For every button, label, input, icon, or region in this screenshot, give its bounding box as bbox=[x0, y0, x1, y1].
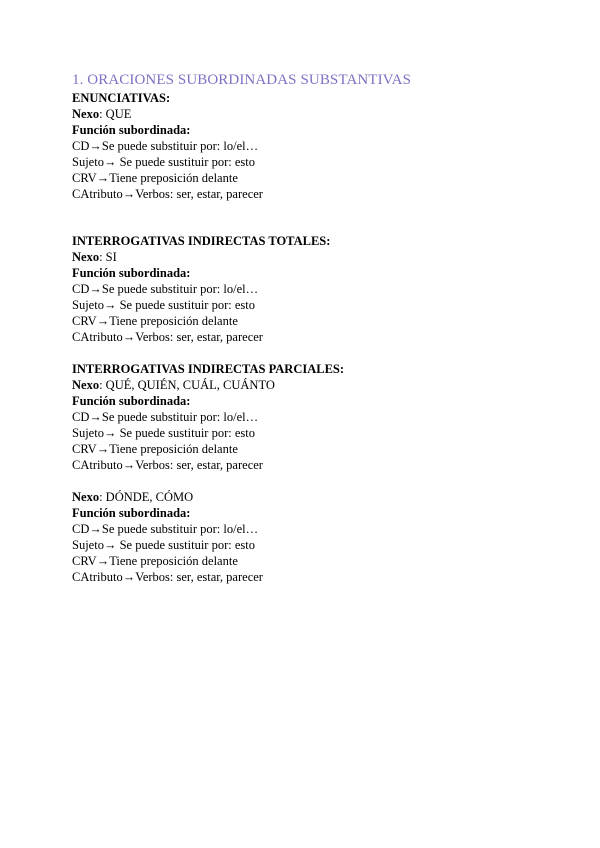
list-item: CAtributo→Verbos: ser, estar, parecer bbox=[72, 330, 263, 344]
list-item: CRV→Tiene preposición delante bbox=[72, 554, 238, 568]
section-adverbiales bbox=[72, 489, 542, 585]
section-interrogativas-parciales bbox=[72, 361, 542, 473]
nexo-value: : DÓNDE, CÓMO bbox=[99, 490, 194, 504]
nexo-line bbox=[72, 377, 542, 393]
spacer bbox=[72, 473, 542, 489]
nexo-label: Nexo bbox=[72, 490, 100, 504]
section-title: INTERROGATIVAS INDIRECTAS PARCIALES: bbox=[72, 362, 345, 376]
list-item: CAtributo→Verbos: ser, estar, parecer bbox=[72, 570, 263, 584]
list-item: Sujeto→ Se puede sustituir por: esto bbox=[72, 538, 255, 552]
nexo-value: : QUÉ, QUIÉN, CUÁL, CUÁNTO bbox=[99, 378, 275, 392]
funcion-label: Función subordinada: bbox=[72, 123, 191, 137]
list-item: CAtributo→Verbos: ser, estar, parecer bbox=[72, 458, 263, 472]
list-item: CD→Se puede substituir por: lo/el… bbox=[72, 139, 259, 153]
list-item: Sujeto→ Se puede sustituir por: esto bbox=[72, 155, 255, 169]
nexo-label: Nexo bbox=[72, 378, 100, 392]
nexo-label: Nexo bbox=[72, 107, 100, 121]
nexo-label: Nexo bbox=[72, 250, 100, 264]
list-item: CD→Se puede substituir por: lo/el… bbox=[72, 522, 259, 536]
spacer bbox=[72, 202, 542, 233]
nexo-value: : QUE bbox=[99, 107, 132, 121]
section-title: ENUNCIATIVAS: bbox=[72, 91, 171, 105]
nexo-line bbox=[72, 249, 542, 265]
funcion-label: Función subordinada: bbox=[72, 506, 191, 520]
list-item: CD→Se puede substituir por: lo/el… bbox=[72, 282, 259, 296]
nexo-line bbox=[72, 106, 542, 122]
funcion-label: Función subordinada: bbox=[72, 394, 191, 408]
list-item: Sujeto→ Se puede sustituir por: esto bbox=[72, 298, 255, 312]
spacer bbox=[72, 345, 542, 361]
funcion-label: Función subordinada: bbox=[72, 266, 191, 280]
section-enunciativas bbox=[72, 90, 542, 202]
list-item: CAtributo→Verbos: ser, estar, parecer bbox=[72, 187, 263, 201]
nexo-line bbox=[72, 489, 542, 505]
document-heading: 1. ORACIONES SUBORDINADAS SUBSTANTIVAS bbox=[72, 72, 412, 88]
document-page bbox=[72, 70, 542, 585]
list-item: CRV→Tiene preposición delante bbox=[72, 171, 238, 185]
list-item: CD→Se puede substituir por: lo/el… bbox=[72, 410, 259, 424]
section-title: INTERROGATIVAS INDIRECTAS TOTALES: bbox=[72, 234, 331, 248]
section-interrogativas-totales bbox=[72, 233, 542, 345]
list-item: Sujeto→ Se puede sustituir por: esto bbox=[72, 426, 255, 440]
list-item: CRV→Tiene preposición delante bbox=[72, 314, 238, 328]
nexo-value: : SI bbox=[99, 250, 117, 264]
list-item: CRV→Tiene preposición delante bbox=[72, 442, 238, 456]
